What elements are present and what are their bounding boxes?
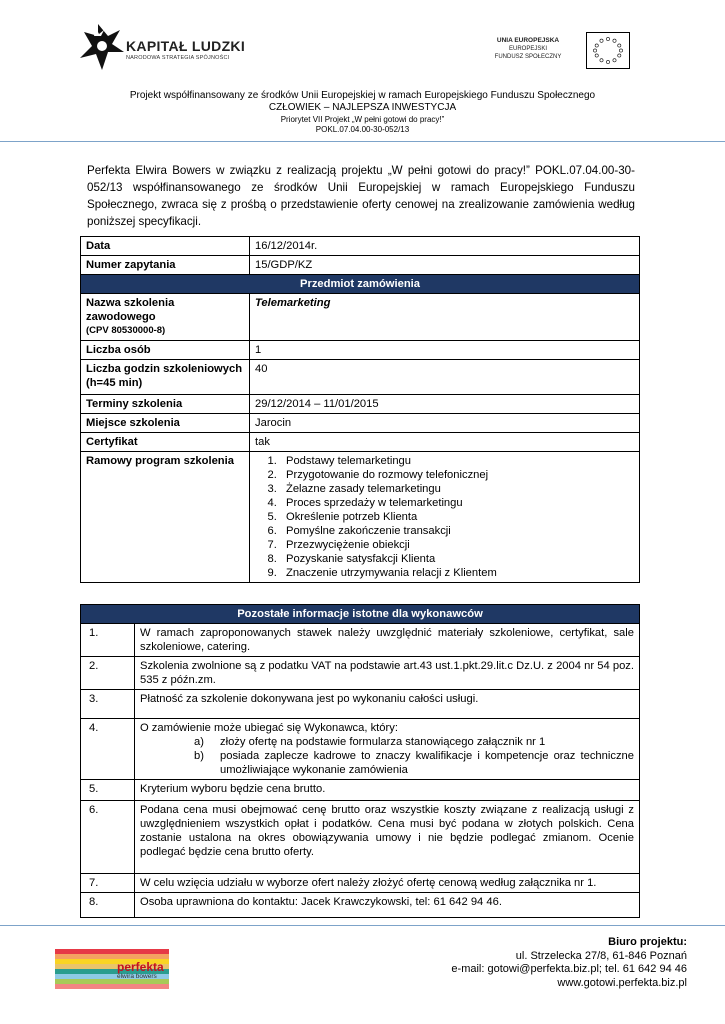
program-label: Ramowy program szkolenia bbox=[81, 452, 250, 583]
project-line-3: Priorytet VII Projekt „W pełni gotowi do pracy!” bbox=[280, 115, 445, 124]
kapital-ludzki-subtitle: NARODOWA STRATEGIA SPÓJNOŚCI bbox=[126, 55, 230, 61]
footer-contact bbox=[451, 936, 687, 990]
table-row bbox=[81, 237, 640, 256]
table-row bbox=[81, 341, 640, 360]
program-item: 9. Znaczenie utrzymywania relacji z Klientem bbox=[280, 566, 634, 580]
project-line-2: CZŁOWIEK – NAJLEPSZA INWESTYCJA bbox=[268, 102, 457, 113]
eu-label-line1: UNIA EUROPEJSKA bbox=[496, 37, 560, 44]
perfekta-logo bbox=[55, 949, 169, 989]
eu-label-line2: EUROPEJSKI bbox=[508, 46, 547, 52]
table-row bbox=[81, 294, 640, 341]
info-num: 2. bbox=[81, 657, 135, 690]
table-row bbox=[81, 719, 640, 780]
program-item: 8. Pozyskanie satysfakcji Klienta bbox=[280, 552, 634, 566]
info-text: Podana cena musi obejmować cenę brutto oraz wszystkie koszty związane z realizacją usługi z uwzględnieniem wszystkich opłat i podatków. Cena musi być podana w złotych polskich. Cena zostanie ustalona na okres obowiązywania umowy i nie będzie podlegać zmianom. Ocenie podlegać będzie cena brutto oferty. bbox=[135, 801, 640, 874]
table-row bbox=[81, 780, 640, 801]
nazwa-label: Nazwa szkolenia zawodowego bbox=[86, 297, 175, 323]
table-row bbox=[81, 893, 640, 918]
program-item: 1. Podstawy telemarketingu bbox=[280, 454, 634, 468]
table-row bbox=[81, 452, 640, 583]
info-subitem-mark: a) bbox=[194, 736, 204, 748]
section-pozostale-informacje: Pozostałe informacje istotne dla wykonawców bbox=[81, 605, 640, 624]
kapital-ludzki-title: KAPITAŁ LUDZKI bbox=[126, 38, 246, 54]
footer-biuro: Biuro projektu: bbox=[608, 936, 687, 948]
data-value: 16/12/2014r. bbox=[250, 237, 640, 256]
table-row bbox=[81, 874, 640, 893]
info-subitem-text: posiada zaplecze kadrowe to znaczy kwalifikacje i kompetencje oraz techniczne umożliwiające wykonanie zamówienia bbox=[220, 750, 634, 776]
info-text: Kryterium wyboru będzie cena brutto. bbox=[135, 780, 640, 801]
intro-paragraph: Perfekta Elwira Bowers w związku z realizacją projektu „W pełni gotowi do pracy!” POKL.07.04.00-30-052/13 współfinansowanego ze środków Unii Europejskiej w ramach Europejskiego Funduszu Społecznego, zwraca się z prośbą o przedstawienie oferty cenowej na zrealizowanie zamówienia według poniższej specyfikacji. bbox=[87, 164, 635, 228]
footer-contact-line: e-mail: gotowi@perfekta.biz.pl; tel. 61 642 94 46 bbox=[451, 963, 687, 975]
project-line-1: Projekt współfinansowany ze środków Unii Europejskiej w ramach Europejskiego Funduszu Społecznego bbox=[129, 90, 596, 101]
table-row bbox=[81, 801, 640, 874]
info-text: W ramach zaproponowanych stawek należy uwzględnić materiały szkoleniowe, certyfikat, sale szkoleniowe, catering. bbox=[135, 624, 640, 657]
table-row bbox=[81, 605, 640, 624]
info-text: Płatność za szkolenie dokonywana jest po wykonaniu całości usługi. bbox=[135, 690, 640, 719]
table-row bbox=[81, 275, 640, 294]
certyfikat-value: tak bbox=[250, 433, 640, 452]
table-row bbox=[81, 256, 640, 275]
program-item: 6. Pomyślne zakończenie transakcji bbox=[280, 524, 634, 538]
info-text: W celu wzięcia udziału w wyborze ofert należy złożyć ofertę cenową według załącznika nr 1. bbox=[135, 874, 640, 893]
table-row bbox=[81, 624, 640, 657]
info-sublist bbox=[140, 735, 634, 777]
godziny-value: 40 bbox=[250, 360, 640, 395]
program-item: 5. Określenie potrzeb Klienta bbox=[280, 510, 634, 524]
info-text-cell bbox=[135, 719, 640, 780]
program-item: 2. Przygotowanie do rozmowy telefonicznej bbox=[280, 468, 634, 482]
nazwa-label-cell bbox=[81, 294, 250, 341]
info-subitem-text: złoży ofertę na podstawie formularza stanowiącego załącznik nr 1 bbox=[220, 736, 546, 748]
info-subitem-mark: b) bbox=[194, 750, 204, 762]
program-item: 4. Proces sprzedaży w telemarketingu bbox=[280, 496, 634, 510]
numer-label: Numer zapytania bbox=[81, 256, 250, 275]
program-item: 3. Żelazne zasady telemarketingu bbox=[280, 482, 634, 496]
table-row bbox=[81, 690, 640, 719]
info-num: 4. bbox=[81, 719, 135, 780]
miejsce-value: Jarocin bbox=[250, 414, 640, 433]
info-text: O zamówienie może ubiegać się Wykonawca, który: bbox=[140, 722, 398, 734]
miejsce-label: Miejsce szkolenia bbox=[81, 414, 250, 433]
info-text: Osoba uprawniona do kontaktu: Jacek Krawczykowski, tel: 61 642 94 46. bbox=[135, 893, 640, 918]
footer-divider bbox=[0, 925, 725, 926]
section-przedmiot-zamowienia: Przedmiot zamówienia bbox=[81, 275, 640, 294]
info-text: Szkolenia zwolnione są z podatku VAT na podstawie art.43 ust.1.pkt.29.lit.c Dz.U. z 2004 nr 54 poz. 535 z późn.zm. bbox=[135, 657, 640, 690]
project-line-4: POKL.07.04.00-30-052/13 bbox=[315, 125, 410, 134]
kapital-ludzki-emblem-icon bbox=[80, 22, 124, 72]
info-num: 7. bbox=[81, 874, 135, 893]
terminy-label: Terminy szkolenia bbox=[81, 395, 250, 414]
info-num: 8. bbox=[81, 893, 135, 918]
specification-table bbox=[80, 236, 640, 583]
certyfikat-label: Certyfikat bbox=[81, 433, 250, 452]
footer-www: www.gotowi.perfekta.biz.pl bbox=[557, 976, 687, 989]
eu-label-line3: FUNDUSZ SPOŁECZNY bbox=[494, 54, 562, 60]
program-list bbox=[255, 454, 634, 580]
table-row bbox=[81, 414, 640, 433]
table-row bbox=[81, 360, 640, 395]
info-table bbox=[80, 604, 640, 918]
eu-label bbox=[478, 37, 578, 61]
info-subitem bbox=[194, 749, 634, 777]
program-item: 7. Przezwyciężenie obiekcji bbox=[280, 538, 634, 552]
eu-flag-icon bbox=[586, 32, 630, 69]
perfekta-logo-name: perfekta bbox=[117, 960, 164, 974]
numer-value: 15/GDP/KZ bbox=[250, 256, 640, 275]
nazwa-cpv: (CPV 80530000-8) bbox=[86, 325, 166, 336]
data-label: Data bbox=[81, 237, 250, 256]
info-num: 5. bbox=[81, 780, 135, 801]
osoby-value: 1 bbox=[250, 341, 640, 360]
nazwa-value: Telemarketing bbox=[250, 294, 640, 341]
info-num: 6. bbox=[81, 801, 135, 874]
header-divider bbox=[0, 141, 725, 142]
osoby-label: Liczba osób bbox=[81, 341, 250, 360]
table-row bbox=[81, 433, 640, 452]
info-subitem bbox=[194, 735, 634, 749]
footer-address: ul. Strzelecka 27/8, 61-846 Poznań bbox=[515, 949, 687, 962]
godziny-label: Liczba godzin szkoleniowych (h=45 min) bbox=[81, 360, 250, 395]
perfekta-logo-subname: elwira bowers bbox=[117, 973, 157, 980]
program-cell bbox=[250, 452, 640, 583]
terminy-value: 29/12/2014 – 11/01/2015 bbox=[250, 395, 640, 414]
table-row bbox=[81, 395, 640, 414]
info-num: 1. bbox=[81, 624, 135, 657]
table-row bbox=[81, 657, 640, 690]
info-num: 3. bbox=[81, 690, 135, 719]
